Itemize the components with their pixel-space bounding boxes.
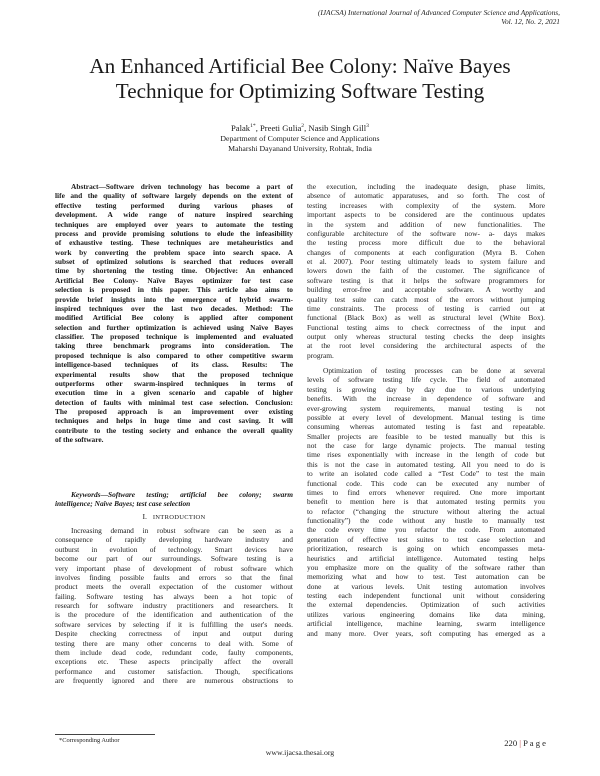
body-line: not the case for large dynamic projects. The manual testing xyxy=(307,441,545,450)
intro-line: outburst in evolution of technology. Smart devices have xyxy=(55,544,293,554)
body-line: the testing process more difficult due to the behavioral xyxy=(307,238,545,248)
intro-line: research for software industry practitioners and researchers. It xyxy=(55,601,293,610)
abstract-line: experimental results show that the proposed technique xyxy=(55,369,293,379)
body-line: output only whereas structural testing checks the deep insights xyxy=(307,332,545,341)
body-line: the code every time you refactor the code. From automated xyxy=(307,525,545,535)
body-line: the external dependencies. Optimization of such activities xyxy=(307,600,545,610)
intro-line: exceptions etc. These aspects principally affect the overall xyxy=(55,657,293,667)
intro-line: software services by selecting if it is fulfilling the user's needs. xyxy=(55,619,293,629)
body-line: software testing is that it helps the software programmers for xyxy=(307,275,545,285)
body-line: generation of effective test suites to test case selection and xyxy=(307,534,545,544)
section-title: INTRODUCTION xyxy=(152,514,206,521)
footnote: *Corresponding Author xyxy=(59,737,120,744)
title-line: Technique for Optimizing Software Testing xyxy=(115,79,485,103)
body-line: in the system and addition of new functionalities. The xyxy=(307,219,545,229)
intro-line: Despite checking correctness of input and output during xyxy=(55,629,293,639)
keywords-line: intelligence; Naïve Bayes; test case selection xyxy=(55,499,191,509)
body-line: prioritization, research is going on which encompasses meta- xyxy=(307,544,545,554)
body-line: ever-growing system requirements, manual testing is not xyxy=(307,403,545,413)
body-line: benefits. With the increase in dependence of software and xyxy=(307,394,545,404)
body-line: testing is growing day by day due to various underlying xyxy=(307,384,545,394)
abstract-line: provide brief insights into the emergence of hybrid swarm- xyxy=(55,294,293,304)
page-number-value: 220 xyxy=(504,738,518,748)
body-line: benefit to mention here is that automated testing permits you xyxy=(307,497,545,507)
journal-volume: Vol. 12, No. 2, 2021 xyxy=(501,17,560,26)
body-line: program. xyxy=(307,350,334,360)
paper-title xyxy=(40,54,560,104)
body-line: time constraints. The process of testing is carried out at xyxy=(307,303,545,313)
author-name: Preeti Gulia xyxy=(260,123,302,133)
affiliation-department: Department of Computer Science and Applications xyxy=(220,134,380,143)
abstract-line: techniques are employed over years to automate the testing xyxy=(55,219,293,229)
author-marker: 2 xyxy=(301,123,305,130)
body-line: Functional testing aims to check correctness of the input and xyxy=(307,322,545,332)
body-line: important aspects to be considered are the continuous updates xyxy=(307,210,545,220)
body-line: Optimization of testing processes can be done at several xyxy=(323,366,545,375)
body-line: functionality”) the code without any hustle to manually test xyxy=(307,516,545,525)
body-line: testing increases with complexity of the system. More xyxy=(307,200,545,210)
body-line: and many more. Over years, soft computing has emerged as a xyxy=(307,628,545,638)
body-line: utilizes various engineering domains like data mining, xyxy=(307,609,545,619)
abstract-line: process and provide promising solutions to elude the infeasibility xyxy=(55,228,293,238)
footnote-divider xyxy=(55,734,155,735)
abstract-line: of exhaustive testing. These techniques are metaheuristics and xyxy=(55,238,293,248)
abstract-line: time by shortening the testing time. Objective: An enhanced xyxy=(55,266,293,276)
body-line: to write an isolated code called a “Test Code” to test the main xyxy=(307,469,545,479)
intro-line: failing. Software testing has always been a hot topic of xyxy=(55,591,293,601)
abstract-line: execution time in a given scenario and capable of higher xyxy=(55,388,293,398)
journal-url: www.ijacsa.thesai.org xyxy=(265,748,335,757)
intro-line: them include dead code, redundant code, faulty components, xyxy=(55,647,293,657)
author-list: Palak$^{1*}$, Preeti Gulia$^2$, Nasib Singh Gill$^3$ xyxy=(231,123,369,133)
abstract-line: classifier. The proposed technique is implemented and evaluated xyxy=(55,332,293,341)
body-line: configurable architecture of the software now- a- days makes xyxy=(307,228,545,238)
body-line: lowers down the faith of the customer. The significance of xyxy=(307,266,545,276)
affiliation xyxy=(40,134,560,153)
intro-line: is the procedure of the identification and authentication of the xyxy=(55,610,293,620)
intro-line: product meets the overall expectation of the customer without xyxy=(55,582,293,592)
body-line: artificial intelligence, machine learning, swarm intelligence xyxy=(307,619,545,629)
author-name: Nasib Singh Gill xyxy=(308,123,367,133)
section-heading xyxy=(55,512,293,523)
journal-header xyxy=(200,8,560,26)
body-line: times to find errors whenever required. One more important xyxy=(307,487,545,497)
body-line: done at various levels. Unit testing automation involves xyxy=(307,581,545,591)
abstract-line: contribute to the testing society and enhance the overall quality xyxy=(55,425,293,435)
body-line: you emphasize more on the quality of the software rather than xyxy=(307,562,545,572)
body-line: at the root level considering the architectural aspects of the xyxy=(307,341,545,351)
affiliation-university: Maharshi Dayanand University, Rohtak, India xyxy=(228,143,372,153)
abstract-line: inspired techniques over the last two decades. Method: The xyxy=(55,303,293,313)
abstract-line: intelligence-based techniques of its class. Results: The xyxy=(55,360,293,370)
body-line: Smaller projects are feasible to be tested manually but this is xyxy=(307,431,545,441)
intro-line: performance and customer satisfaction. Though, specifications xyxy=(55,666,293,676)
body-paragraph-1 xyxy=(307,182,545,360)
abstract-line: selection is proposed in this paper. This article also aims to xyxy=(55,285,293,295)
keywords xyxy=(55,490,293,509)
abstract-line: effective testing performed during various phases of xyxy=(55,200,293,210)
abstract-line: Artificial Bee Colony- Naïve Bayes optimizer for test case xyxy=(55,275,293,285)
body-line: testing each independent functional unit without considering xyxy=(307,591,545,600)
section-number: I. xyxy=(142,512,147,521)
abstract-line: proposed technique is also compared to other competitive swarm xyxy=(55,350,293,360)
body-line: possible at every level of development. Manual testing is time xyxy=(307,412,545,422)
body-paragraph-2 xyxy=(307,366,545,638)
body-line: quality test suite can catch most of the errors without jumping xyxy=(307,294,545,304)
body-line: time rises exponentially with increase in the length of code but xyxy=(307,450,545,460)
abstract-line: of the software. xyxy=(55,435,104,445)
body-line: the execution, including the inadequate design, phase limits, xyxy=(307,182,545,191)
body-line: et al. 2007). Poor testing ultimately leads to system failure and xyxy=(307,257,545,266)
author-marker: 1* xyxy=(250,123,256,130)
body-line: functional code. This code can be executed any number of xyxy=(307,478,545,488)
abstract-line: modified Artificial Bee colony is applied after component xyxy=(55,313,293,323)
author-name: Palak xyxy=(231,123,251,133)
body-line: levels of software testing life cycle. The field of automated xyxy=(307,375,545,385)
abstract-line: life and the quality of software largely depends on the extent of xyxy=(55,191,293,201)
intro-line: become our part of our surroundings. Software testing is a xyxy=(55,554,293,564)
abstract-line: work by converting the problem space into search space. A xyxy=(55,247,293,257)
title-line: An Enhanced Artificial Bee Colony: Naïve Bayes xyxy=(89,54,511,78)
body-line: heuristics and artificial intelligence. Automated testing helps xyxy=(307,553,545,563)
abstract-line: taking three benchmark programs into consideration. The xyxy=(55,341,293,351)
abstract xyxy=(55,182,293,445)
abstract-line: techniques and helps in huge time and cost saving. It will xyxy=(55,416,293,426)
intro-line: very important phase of development of robust software which xyxy=(55,563,293,573)
abstract-line: development. A wide range of nature inspired searching xyxy=(55,210,293,220)
author-marker: 3 xyxy=(366,123,369,130)
body-line: consuming whereas automated testing is fast and repeatable. xyxy=(307,422,545,432)
abstract-line: detection of faults with minimal test case selection. Conclusion: xyxy=(55,397,293,407)
intro-line: testing there are many other concerns to deal with. Some of xyxy=(55,638,293,648)
intro-line: are frequently ignored and there are numerous obstructions to xyxy=(55,676,293,685)
abstract-line: Abstract—Software driven technology has become a part of xyxy=(71,182,293,191)
body-line: changes of components at each configuration (Myra B. Cohen xyxy=(307,247,545,257)
keywords-line: Keywords—Software testing; artificial bee colony; swarm xyxy=(71,490,293,499)
page-number xyxy=(504,738,546,748)
body-line: to refactor (“changing the structure without altering the actual xyxy=(307,506,545,516)
intro-line: Increasing demand in robust software can be seen as a xyxy=(71,526,293,535)
page-label: P a g e xyxy=(523,738,546,748)
body-line: functional (Black Box) as well as structural level (White Box). xyxy=(307,313,545,323)
abstract-line: outperforms other swarm-inspired techniques in terms of xyxy=(55,378,293,388)
abstract-line: selection and further optimization is achieved using Naïve Bayes xyxy=(55,322,293,332)
body-line: this is not the case in automated testing. All you need to do is xyxy=(307,459,545,469)
body-line: memorizing what and how to test. Test automation can be xyxy=(307,572,545,582)
abstract-line: The proposed approach is an improvement over existing xyxy=(55,407,293,416)
body-line: building error-free and acceptable software. A worthy and xyxy=(307,285,545,295)
page-separator: | xyxy=(519,738,521,748)
journal-name: (IJACSA) International Journal of Advanced Computer Science and Applications, xyxy=(317,8,560,17)
intro-line: consequence of rapidly developing hardware industry and xyxy=(55,535,293,545)
introduction-paragraph xyxy=(55,526,293,685)
intro-line: involves finding possible faults and errors so that the final xyxy=(55,572,293,582)
body-line: absence of automatic apparatuses, and so forth. The cost of xyxy=(307,191,545,201)
abstract-line: subset of optimized solutions is searched that reduces overall xyxy=(55,257,293,266)
